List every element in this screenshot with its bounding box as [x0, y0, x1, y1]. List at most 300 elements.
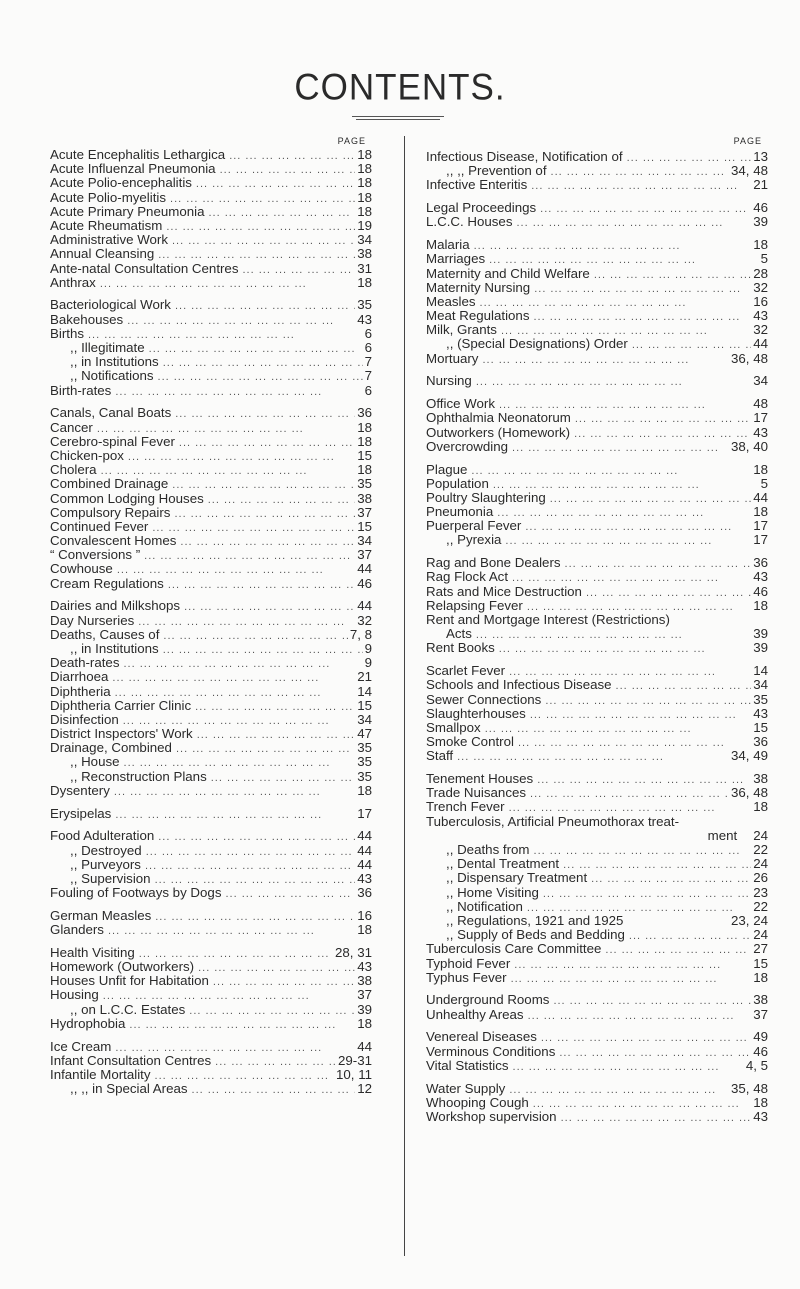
index-entry — [426, 178, 768, 192]
index-entry — [426, 641, 768, 655]
entry-label: Tuberculosis, Artificial Pneumothorax treat- — [426, 814, 679, 829]
entry-page-number: 19 — [357, 218, 372, 233]
entry-label: Poultry Slaughtering — [426, 490, 546, 505]
leader-dots — [204, 206, 355, 219]
leader-dots — [171, 407, 355, 420]
entry-label: District Inspectors' Work — [50, 727, 193, 742]
leader-dots — [529, 310, 751, 323]
leader-dots — [120, 756, 356, 769]
entry-label: Nursing — [426, 374, 472, 389]
page-title: CONTENTS. — [294, 67, 506, 108]
entry-label: Acute Polio-myelitis — [50, 190, 167, 205]
entry-page-number: 22 — [753, 843, 768, 857]
leader-dots — [238, 263, 355, 276]
leader-dots — [555, 1046, 751, 1059]
entry-label: Cream Regulations — [50, 576, 164, 591]
entry-page-number: 35 — [357, 477, 372, 492]
entry-label: “ Conversions ” — [50, 548, 141, 563]
index-entry — [426, 491, 768, 505]
index-entry — [426, 267, 768, 281]
leader-dots — [113, 563, 355, 576]
leader-dots — [97, 464, 356, 477]
entry-page-number: 14 — [357, 684, 372, 699]
leader-dots — [508, 571, 751, 584]
index-entry — [50, 807, 372, 821]
entry-label: Cancer — [50, 420, 93, 435]
index-entry — [50, 642, 372, 656]
left-column — [50, 136, 372, 1096]
index-entry — [426, 613, 768, 627]
entry-label: Annual Cleansing — [50, 247, 155, 262]
entry-page-number: 18 — [753, 238, 768, 253]
entry-label: Rag and Bone Dealers — [426, 556, 561, 571]
leader-dots — [590, 268, 751, 281]
entry-label: Ophthalmia Neonatorum — [426, 411, 571, 426]
entry-page-number: 18 — [357, 463, 372, 478]
index-entry — [50, 313, 372, 327]
leader-dots — [194, 961, 355, 974]
index-entry — [50, 341, 372, 355]
entry-page-number: 43 — [753, 309, 768, 324]
index-entry — [426, 627, 768, 641]
entry-page-number: 36, 48 — [731, 351, 768, 366]
entry-label: Glanders — [50, 923, 104, 938]
entry-label: Ante-natal Consultation Centres — [50, 261, 239, 276]
entry-label: Bacteriological Work — [50, 298, 171, 313]
entry-page-number: 18 — [357, 204, 372, 219]
index-entry — [426, 942, 768, 956]
entry-page-number: 10, 11 — [336, 1068, 372, 1082]
index-entry — [50, 327, 372, 341]
entry-label: Erysipelas — [50, 806, 112, 821]
leader-dots — [453, 750, 729, 763]
entry-label: Verminous Conditions — [426, 1044, 556, 1059]
leader-dots — [549, 994, 751, 1007]
entry-label: Acute Rheumatism — [50, 218, 163, 233]
leader-dots — [171, 299, 355, 312]
entry-page-number: 34, 49 — [731, 749, 768, 764]
leader-dots — [170, 507, 355, 520]
index-entry — [50, 520, 372, 534]
index-entry — [426, 463, 768, 477]
index-entry — [426, 1045, 768, 1059]
leader-dots — [93, 422, 355, 435]
leader-dots — [216, 163, 356, 176]
entry-label: Meat Regulations — [426, 309, 530, 324]
leader-dots — [537, 1031, 751, 1044]
entry-page-number: 43 — [357, 960, 372, 975]
entry-label: Puerperal Fever — [426, 519, 522, 534]
entry-label: Health Visiting — [50, 945, 135, 960]
entry-page-number: 46 — [753, 1044, 768, 1059]
leader-dots — [467, 464, 751, 477]
entry-label: Milk, Grants — [426, 323, 497, 338]
entry-label: Relapsing Fever — [426, 598, 523, 613]
index-entry — [426, 337, 768, 351]
leader-dots — [472, 628, 751, 641]
entry-label: Rent Books — [426, 641, 495, 656]
leader-dots — [582, 586, 751, 599]
entry-page-number: 28, 31 — [335, 945, 372, 960]
index-entry — [50, 406, 372, 420]
leader-dots — [509, 1060, 744, 1073]
column-divider — [404, 136, 405, 1256]
leader-dots — [140, 549, 355, 562]
entry-label: Tuberculosis Care Committee — [426, 942, 602, 957]
leader-dots — [162, 220, 355, 233]
index-entry — [50, 548, 372, 562]
index-entry — [426, 707, 768, 721]
entry-page-number: 38 — [357, 491, 372, 506]
index-entry — [50, 770, 372, 784]
leader-dots — [533, 773, 751, 786]
leader-dots — [505, 665, 751, 678]
leader-dots — [495, 642, 751, 655]
entry-label: ,, in Institutions — [70, 355, 159, 370]
index-entry — [426, 664, 768, 678]
entry-page-number: 17 — [753, 533, 768, 548]
entry-label: ,, Home Visiting — [446, 885, 539, 900]
entry-page-number: 18 — [357, 176, 372, 191]
index-entry — [426, 815, 768, 829]
index-entry — [426, 1030, 768, 1044]
entry-page-number: 34, 48 — [731, 164, 768, 179]
leader-dots — [612, 679, 752, 692]
index-entry — [50, 219, 372, 233]
leader-dots — [154, 248, 355, 261]
entry-page-number: 16 — [753, 294, 768, 309]
page-column-header: PAGE — [337, 136, 366, 146]
index-entry — [426, 1110, 768, 1124]
leader-dots — [166, 192, 355, 205]
entry-label: Maternity and Child Welfare — [426, 266, 590, 281]
leader-dots — [489, 478, 759, 491]
entry-label: Food Adulteration — [50, 829, 155, 844]
leader-dots — [145, 342, 363, 355]
entry-label: ,, in Institutions — [70, 641, 159, 656]
entry-label: Schools and Infectious Disease — [426, 678, 612, 693]
leader-dots — [159, 356, 363, 369]
title-rule-upper — [352, 116, 444, 117]
leader-dots — [547, 165, 729, 178]
index-entry — [426, 843, 768, 857]
index-entry — [426, 1096, 768, 1110]
entry-label: Ice Cream — [50, 1039, 112, 1054]
index-entry — [50, 262, 372, 276]
leader-dots — [481, 722, 752, 735]
index-entry — [50, 886, 372, 900]
entry-label: ,, Notification — [446, 899, 523, 914]
leader-dots — [111, 808, 355, 821]
index-entry — [426, 772, 768, 786]
entry-label: Housing — [50, 988, 99, 1003]
entry-label: Whooping Cough — [426, 1095, 529, 1110]
index-entry — [50, 148, 372, 162]
entry-label: Chicken-pox — [50, 448, 124, 463]
leader-dots — [211, 1055, 336, 1068]
leader-dots — [510, 958, 751, 971]
index-entry — [50, 727, 372, 741]
leader-dots — [84, 328, 363, 341]
entry-page-number: 18 — [753, 598, 768, 613]
entry-page-number: 38 — [753, 993, 768, 1008]
leader-dots — [185, 1004, 355, 1017]
entry-label: Sewer Connections — [426, 692, 542, 707]
index-entry — [426, 201, 768, 215]
right-column — [426, 136, 768, 1124]
index-entry — [426, 829, 768, 843]
entry-page-number: 15 — [357, 448, 372, 463]
entry-label: German Measles — [50, 908, 152, 923]
entry-label: Office Work — [426, 397, 495, 412]
entry-page-number: 35 — [357, 741, 372, 756]
leader-dots — [221, 887, 355, 900]
index-entry — [50, 1068, 372, 1082]
index-entry — [50, 435, 372, 449]
entry-label: Dysentery — [50, 783, 110, 798]
entry-page-number: 35 — [753, 692, 768, 707]
entry-page-number: 38 — [357, 247, 372, 262]
entry-label: ,, ,, in Special Areas — [70, 1082, 188, 1097]
entry-page-number: 18 — [753, 462, 768, 477]
index-entry — [50, 577, 372, 591]
leader-dots — [151, 1069, 335, 1082]
index-entry — [50, 784, 372, 798]
entry-label: Underground Rooms — [426, 993, 550, 1008]
entry-label: Acute Primary Pneumonia — [50, 204, 205, 219]
entry-page-number: 15 — [753, 720, 768, 735]
entry-page-number: 23 — [753, 885, 768, 900]
index-entry — [426, 295, 768, 309]
entry-page-number: 43 — [753, 706, 768, 721]
entry-page-number: 9 — [364, 641, 372, 656]
entry-label: Cholera — [50, 463, 97, 478]
entry-page-number: 44 — [357, 599, 372, 614]
index-entry — [50, 176, 372, 190]
index-entry — [50, 477, 372, 491]
entry-page-number: 39 — [753, 627, 768, 642]
entry-label: Day Nurseries — [50, 613, 135, 628]
entry-page-number: 36 — [753, 556, 768, 571]
index-entry — [50, 233, 372, 247]
entry-label: Acts — [446, 627, 472, 642]
index-entry — [50, 276, 372, 290]
leader-dots — [172, 742, 355, 755]
entry-label: Staff — [426, 749, 454, 764]
index-entry — [50, 872, 372, 886]
leader-dots — [108, 671, 355, 684]
leader-dots — [557, 1111, 752, 1124]
entry-label: Diphtheria — [50, 684, 111, 699]
index-entry — [50, 741, 372, 755]
entry-label: Anthrax — [50, 275, 96, 290]
leader-dots — [601, 943, 751, 956]
index-entry — [426, 971, 768, 985]
entry-page-number: 44 — [753, 490, 768, 505]
leader-dots — [141, 859, 355, 872]
entry-label: Scarlet Fever — [426, 664, 506, 679]
entry-label: Typhoid Fever — [426, 956, 511, 971]
entry-label: Smoke Control — [426, 735, 514, 750]
leader-dots — [151, 910, 355, 923]
leader-dots — [175, 436, 355, 449]
entry-page-number: 34 — [753, 374, 768, 389]
index-entry — [50, 1082, 372, 1096]
entry-label: ,, Destroyed — [70, 843, 142, 858]
index-entry — [50, 355, 372, 369]
index-entry — [50, 1003, 372, 1017]
entry-label: Mortuary — [426, 351, 479, 366]
entry-page-number: 32 — [357, 613, 372, 628]
entry-label: Common Lodging Houses — [50, 491, 204, 506]
entry-label: Dairies and Milkshops — [50, 599, 181, 614]
leader-dots — [180, 600, 355, 613]
leader-dots — [628, 338, 751, 351]
entry-label: ,, Dental Treatment — [446, 857, 560, 872]
entry-page-number: 6 — [364, 326, 372, 341]
leader-dots — [571, 412, 751, 425]
index-entry — [50, 1054, 372, 1068]
entry-page-number: 18 — [753, 1095, 768, 1110]
leader-dots — [207, 771, 355, 784]
entry-page-number: 21 — [753, 178, 768, 193]
index-entry — [50, 421, 372, 435]
entry-label: ,, Supervision — [70, 871, 151, 886]
leader-dots — [561, 557, 752, 570]
index-entry — [426, 735, 768, 749]
entry-page-number: 18 — [357, 148, 372, 162]
index-entry — [50, 191, 372, 205]
index-entry — [50, 858, 372, 872]
leader-dots — [476, 296, 752, 309]
index-entry — [426, 599, 768, 613]
entry-label: Cerebro-spinal Fever — [50, 434, 175, 449]
leader-dots — [104, 924, 355, 937]
leader-dots — [135, 947, 333, 960]
leader-dots — [123, 314, 355, 327]
entry-label: Bakehouses — [50, 312, 124, 327]
entry-page-number: 15 — [357, 519, 372, 534]
entry-label: Unhealthy Areas — [426, 1007, 524, 1022]
entry-page-number: 23, 24 — [731, 913, 768, 928]
entry-label: ,, Purveyors — [70, 857, 141, 872]
entry-label: Administrative Work — [50, 233, 168, 248]
index-entry — [50, 247, 372, 261]
entry-page-number: 44 — [357, 829, 372, 844]
entry-label: ,, Dispensary Treatment — [446, 871, 588, 886]
entry-label: ,, Notifications — [70, 369, 154, 384]
entry-label: Measles — [426, 294, 476, 309]
leader-dots — [204, 493, 355, 506]
entry-page-number: 18 — [357, 190, 372, 205]
leader-dots — [159, 629, 347, 642]
index-entry — [50, 463, 372, 477]
entry-page-number: 38, 40 — [731, 439, 768, 454]
index-entry — [426, 252, 768, 266]
entry-page-number: 9 — [364, 656, 372, 671]
index-entry — [426, 397, 768, 411]
index-entry — [50, 844, 372, 858]
entry-label: Diphtheria Carrier Clinic — [50, 698, 192, 713]
index-entry — [426, 309, 768, 323]
leader-dots — [527, 179, 751, 192]
entry-label: Water Supply — [426, 1081, 506, 1096]
entry-label: Drainage, Combined — [50, 741, 172, 756]
leader-dots — [119, 657, 362, 670]
entry-label: ,, Illegitimate — [70, 341, 145, 356]
index-entry — [426, 426, 768, 440]
entry-page-number: 4, 5 — [745, 1058, 768, 1073]
entry-page-number: 13 — [753, 150, 768, 164]
leader-dots — [168, 478, 355, 491]
entry-label: ,, (Special Designations) Order — [446, 337, 628, 352]
entry-label: Disinfection — [50, 712, 119, 727]
leader-dots — [587, 872, 751, 885]
index-entry — [50, 599, 372, 613]
entry-label: Acute Polio-encephalitis — [50, 176, 192, 191]
entry-page-number: 7, 8 — [349, 627, 372, 642]
leader-dots — [505, 801, 752, 814]
entry-label: Outworkers (Homework) — [426, 425, 571, 440]
leader-dots — [536, 202, 751, 215]
entry-page-number: 36 — [357, 886, 372, 901]
title-rule-lower — [356, 119, 440, 120]
index-entry — [50, 492, 372, 506]
entry-label: Trade Nuisances — [426, 786, 527, 801]
entry-page-number: 36 — [357, 406, 372, 421]
entry-page-number: 37 — [357, 548, 372, 563]
leader-dots — [623, 151, 752, 164]
entry-label: Pneumonia — [426, 505, 494, 520]
leader-dots — [501, 534, 751, 547]
entry-page-number: 35, 48 — [731, 1081, 768, 1096]
entry-page-number: 18 — [753, 970, 768, 985]
leader-dots — [111, 686, 356, 699]
entry-page-number: 39 — [357, 1002, 372, 1017]
index-entry — [426, 150, 768, 164]
entry-page-number: 47 — [357, 727, 372, 742]
leader-dots — [530, 282, 751, 295]
index-entry — [426, 957, 768, 971]
index-entry — [50, 534, 372, 548]
leader-dots — [110, 785, 355, 798]
entry-label: Fouling of Footways by Dogs — [50, 886, 222, 901]
entry-page-number: 39 — [753, 641, 768, 656]
index-entry — [426, 871, 768, 885]
index-entry — [426, 556, 768, 570]
right-entry-list — [426, 150, 768, 1124]
entry-page-number: 28 — [753, 266, 768, 281]
leader-dots — [559, 858, 751, 871]
index-entry — [50, 298, 372, 312]
entry-label: Continued Fever — [50, 519, 149, 534]
index-entry — [50, 755, 372, 769]
entry-label: ,, Regulations, 1921 and 1925 — [446, 913, 624, 928]
entry-label: Infant Consultation Centres — [50, 1053, 212, 1068]
entry-page-number: 18 — [357, 1016, 372, 1031]
entry-label: Slaughterhouses — [426, 706, 526, 721]
entry-page-number: 5 — [760, 252, 768, 267]
index-entry — [426, 440, 768, 454]
entry-page-number: 15 — [357, 698, 372, 713]
index-entry — [426, 238, 768, 252]
entry-page-number: 34 — [357, 712, 372, 727]
entry-label: Trench Fever — [426, 800, 505, 815]
entry-page-number: 6 — [364, 383, 372, 398]
leader-dots — [119, 714, 355, 727]
entry-page-number: 18 — [357, 923, 372, 938]
leader-dots — [485, 253, 758, 266]
